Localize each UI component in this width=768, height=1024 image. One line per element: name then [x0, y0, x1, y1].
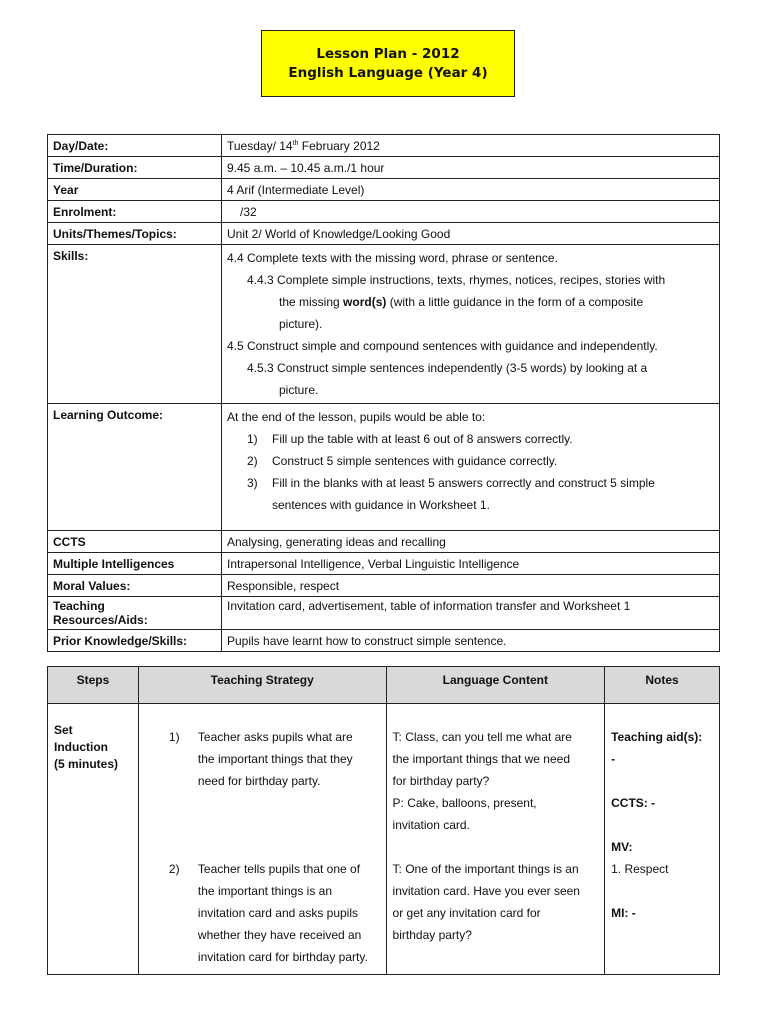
list-item [247, 472, 714, 494]
value-prior: Pupils have learnt how to construct simple sentence. [222, 630, 720, 652]
strategy-item-2 [145, 858, 380, 968]
strategy-line: the important things that they [197, 752, 353, 766]
row-day-date [48, 135, 720, 157]
row-units [48, 223, 720, 245]
notes-teaching-aid-label: Teaching aid(s): [611, 730, 703, 744]
step-line: Set [54, 723, 73, 737]
strategy-text [198, 858, 368, 968]
list-number: 3) [247, 476, 258, 490]
lesson-info-table [47, 134, 720, 652]
notes-mi: MI: - [611, 906, 636, 920]
value-moral: Responsible, respect [222, 575, 720, 597]
day-date-sup: th [292, 140, 299, 147]
value-outcome [222, 404, 720, 531]
resources-label-line: Resources/Aids: [53, 613, 148, 627]
skill-text: the missing [279, 295, 344, 309]
skill-4-4-3: 4.4.3 Complete simple instructions, texts, rhymes, notices, recipes, stories with [247, 273, 666, 287]
day-date-suffix: February 2012 [298, 139, 380, 153]
title-line-1: Lesson Plan - 2012 [316, 45, 460, 62]
step-set-induction [48, 704, 139, 975]
steps-header-row [48, 667, 720, 704]
label-resources [48, 597, 222, 630]
strategy-line: need for birthday party. [197, 774, 321, 788]
list-number: 1) [247, 432, 258, 446]
row-enrolment [48, 201, 720, 223]
list-text: Fill in the blanks with at least 5 answers correctly and construct 5 simple [272, 476, 655, 490]
value-time: 9.45 a.m. – 10.45 a.m./1 hour [222, 157, 720, 179]
row-time [48, 157, 720, 179]
row-moral [48, 575, 720, 597]
notes-teaching-aid-value: - [611, 752, 616, 766]
value-mi: Intrapersonal Intelligence, Verbal Linguistic Intelligence [222, 553, 720, 575]
label-units: Units/Themes/Topics: [48, 223, 222, 245]
row-mi [48, 553, 720, 575]
skill-4-4-3-cont [227, 291, 714, 313]
language-line: for birthday party? [392, 774, 490, 788]
label-outcome: Learning Outcome: [48, 404, 222, 531]
value-year: 4 Arif (Intermediate Level) [222, 179, 720, 201]
strategy-line: Teacher tells pupils that one of [197, 862, 361, 876]
strategy-number: 2) [168, 862, 180, 876]
notes-ccts: CCTS: - [611, 796, 656, 810]
skill-4-5-3: 4.5.3 Construct simple sentences independently (3-5 words) by looking at a [247, 361, 648, 375]
list-item [247, 450, 714, 472]
strategy-line: whether they have received an [197, 928, 362, 942]
steps-table [47, 666, 720, 975]
skill-4-4: 4.4 Complete texts with the missing word, phrase or sentence. [227, 251, 558, 265]
language-content-cell [386, 704, 605, 975]
header-steps: Steps [48, 667, 139, 704]
value-resources: Invitation card, advertisement, table of information transfer and Worksheet 1 [222, 597, 720, 630]
list-number: 2) [247, 454, 258, 468]
row-ccts [48, 531, 720, 553]
skill-4-4-3-end: picture). [279, 317, 323, 331]
day-date-prefix: Tuesday/ 14 [227, 139, 293, 153]
list-number-blank [247, 494, 272, 516]
resources-label-line: Teaching [53, 599, 105, 613]
strategy-line: invitation card for birthday party. [197, 950, 368, 964]
label-prior: Prior Knowledge/Skills: [48, 630, 222, 652]
language-line: or get any invitation card for [392, 906, 541, 920]
enrolment-text: /32 [240, 205, 257, 219]
label-moral: Moral Values: [48, 575, 222, 597]
strategy-line: invitation card and asks pupils [197, 906, 359, 920]
header-notes: Notes [605, 667, 720, 704]
value-ccts: Analysing, generating ideas and recalling [222, 531, 720, 553]
label-ccts: CCTS [48, 531, 222, 553]
label-year: Year [48, 179, 222, 201]
header-teaching-strategy: Teaching Strategy [138, 667, 386, 704]
list-text: sentences with guidance in Worksheet 1. [272, 498, 490, 512]
table-row [48, 704, 720, 975]
strategy-text [198, 726, 353, 792]
title-line-2: English Language (Year 4) [288, 64, 488, 81]
strategy-line: the important things is an [197, 884, 332, 898]
value-units: Unit 2/ World of Knowledge/Looking Good [222, 223, 720, 245]
list-item [247, 494, 714, 516]
skill-text: (with a little guidance in the form of a composite [386, 295, 644, 309]
step-line: Induction [54, 740, 108, 754]
strategy-line: Teacher asks pupils what are [197, 730, 353, 744]
label-mi: Multiple Intelligences [48, 553, 222, 575]
skill-4-5: 4.5 Construct simple and compound sentences with guidance and independently. [227, 339, 658, 353]
label-skills: Skills: [48, 245, 222, 404]
value-skills [222, 245, 720, 404]
header-language-content: Language Content [386, 667, 605, 704]
value-enrolment [222, 201, 720, 223]
row-resources [48, 597, 720, 630]
strategy-item-1 [145, 726, 380, 792]
notes-cell [605, 704, 720, 975]
language-line: birthday party? [392, 928, 472, 942]
outcome-list [227, 428, 714, 516]
label-enrolment: Enrolment: [48, 201, 222, 223]
list-item [247, 428, 714, 450]
skill-bold-word: word(s) [343, 295, 387, 309]
strategy-number: 1) [168, 730, 180, 744]
notes-mv-item: 1. Respect [611, 862, 669, 876]
row-skills [48, 245, 720, 404]
row-outcome [48, 404, 720, 531]
language-line: T: One of the important things is an [392, 862, 579, 876]
outcome-intro: At the end of the lesson, pupils would be able to: [227, 410, 486, 424]
list-text: Construct 5 simple sentences with guidance correctly. [272, 454, 558, 468]
skill-4-5-3-end: picture. [279, 383, 319, 397]
language-line: T: Class, can you tell me what are [392, 730, 572, 744]
language-line: P: Cake, balloons, present, [392, 796, 537, 810]
language-line: invitation card. [392, 818, 470, 832]
label-day-date: Day/Date: [48, 135, 222, 157]
row-year [48, 179, 720, 201]
value-day-date [222, 135, 720, 157]
lesson-plan-title-box [261, 30, 515, 97]
language-line: the important things that we need [392, 752, 570, 766]
step-line: (5 minutes) [54, 757, 119, 771]
notes-mv: MV: [611, 840, 633, 854]
label-time: Time/Duration: [48, 157, 222, 179]
language-line: invitation card. Have you ever seen [392, 884, 580, 898]
list-text: Fill up the table with at least 6 out of 8 answers correctly. [272, 432, 573, 446]
row-prior [48, 630, 720, 652]
teaching-strategy-cell [138, 704, 386, 975]
